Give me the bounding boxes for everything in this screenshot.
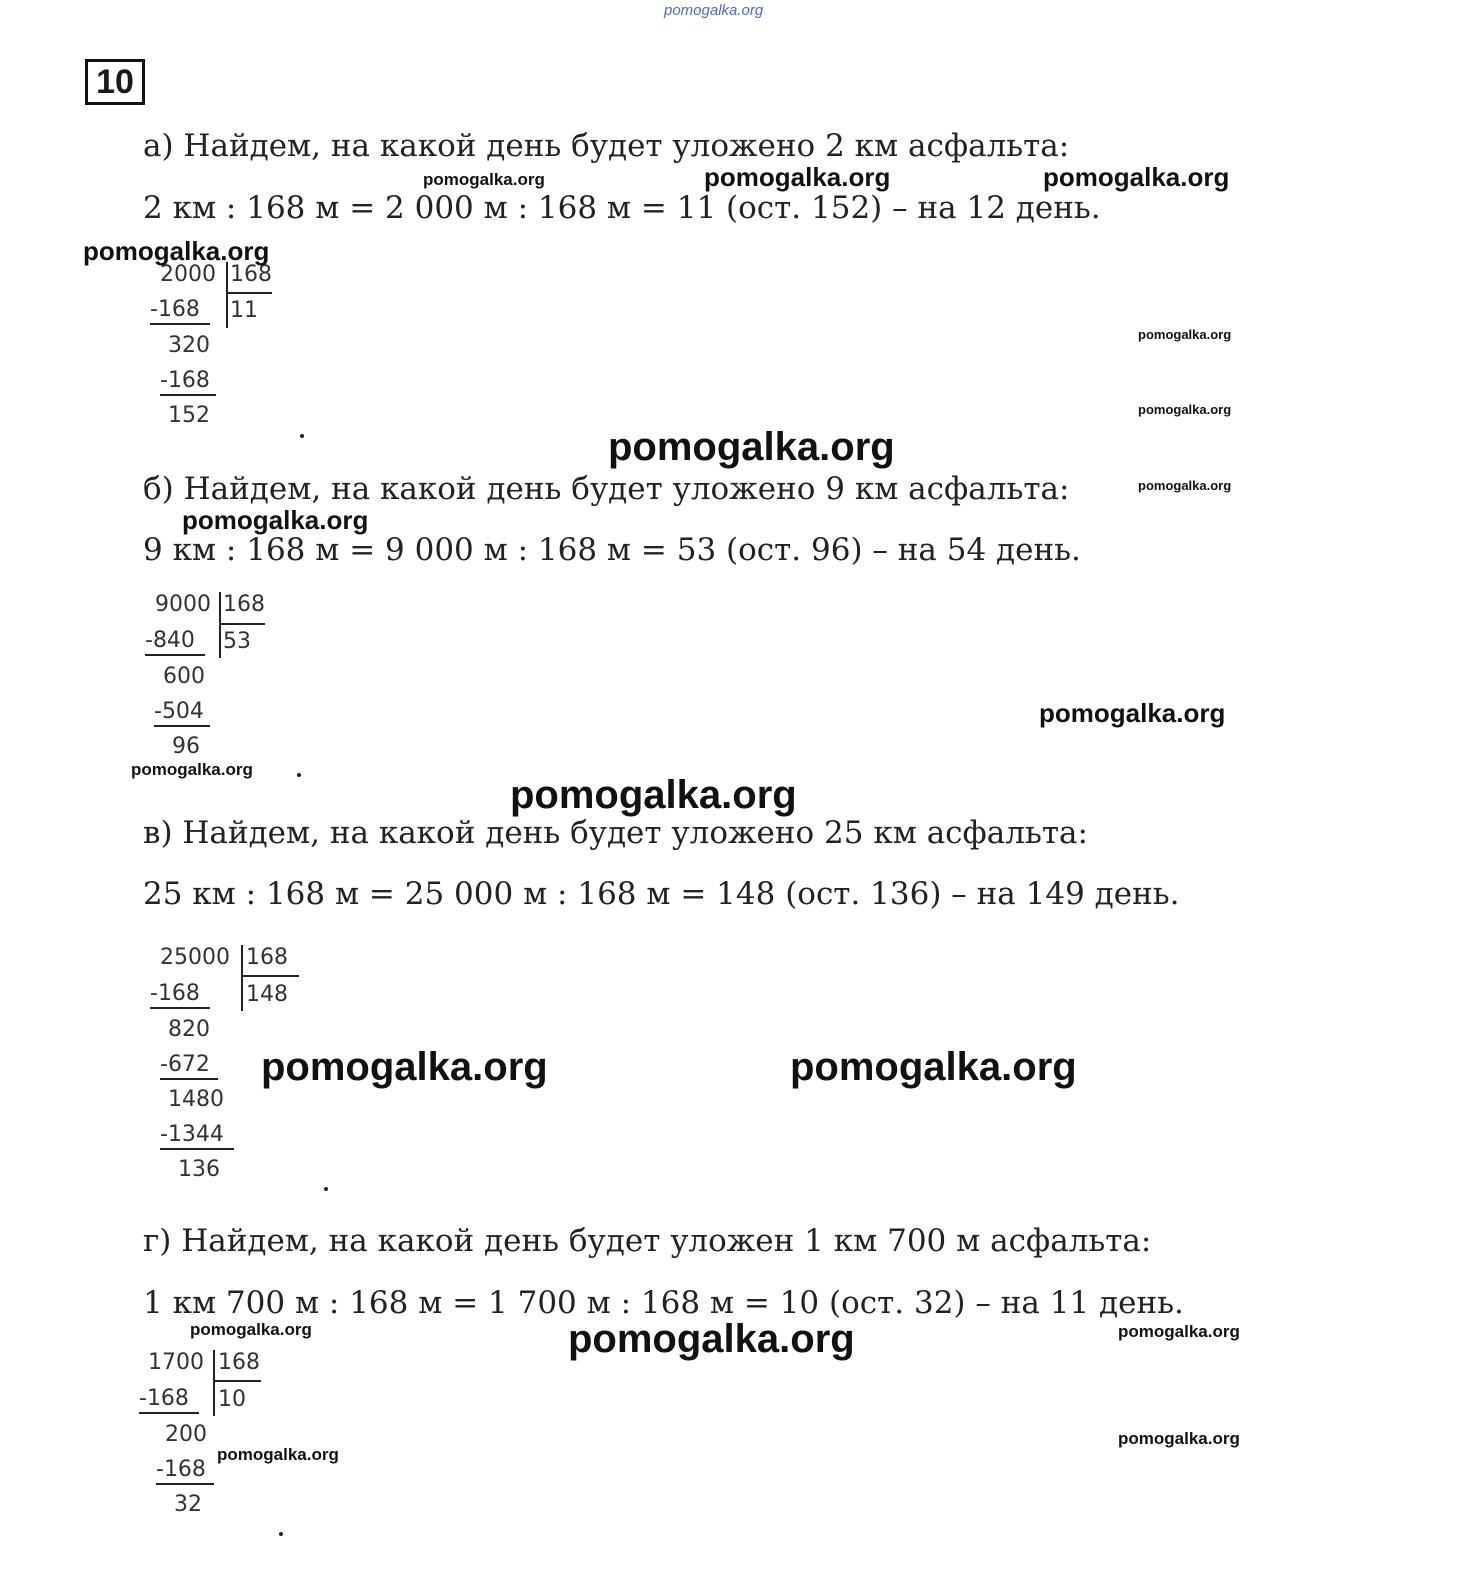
part-a-heading: а) Найдем, на какой день будет уложено 2 км асфальта: — [143, 128, 1070, 164]
dividend: 1700 — [148, 1350, 204, 1375]
divisor: 168 — [223, 592, 265, 617]
division-step: -168 — [156, 1457, 206, 1482]
watermark: pomogalka.org — [510, 773, 797, 817]
divisor: 168 — [230, 262, 272, 287]
division-step: 600 — [163, 664, 205, 689]
part-a-equation: 2 км : 168 м = 2 000 м : 168 м = 11 (ост. 152) – на 12 день. — [143, 190, 1101, 226]
watermark: pomogalka.org — [1138, 478, 1232, 493]
watermark: pomogalka.org — [568, 1317, 855, 1361]
part-c-heading: в) Найдем, на какой день будет уложено 25 км асфальта: — [143, 815, 1088, 851]
part-d-heading: г) Найдем, на какой день будет уложен 1 км 700 м асфальта: — [143, 1223, 1152, 1259]
division-step: -504 — [154, 699, 204, 724]
watermark: pomogalka.org — [261, 1045, 548, 1089]
division-step: -168 — [150, 297, 200, 322]
watermark: pomogalka.org — [131, 760, 253, 779]
part-b-heading: б) Найдем, на какой день будет уложено 9 км асфальта: — [143, 471, 1070, 507]
division-step: 96 — [172, 734, 200, 759]
task-number: 10 — [85, 59, 145, 105]
division-step: 1480 — [168, 1087, 224, 1112]
watermark: pomogalka.org — [182, 505, 369, 535]
watermark: pomogalka.org — [790, 1045, 1077, 1089]
watermark: pomogalka.org — [190, 1320, 312, 1339]
quotient: 11 — [230, 298, 258, 323]
division-step: -168 — [150, 981, 200, 1006]
watermark: pomogalka.org — [83, 236, 270, 266]
watermark: pomogalka.org — [1118, 1429, 1240, 1448]
division-step: -840 — [145, 628, 195, 653]
division-step: 152 — [168, 403, 210, 428]
part-c-equation: 25 км : 168 м = 25 000 м : 168 м = 148 (ост. 136) – на 149 день. — [143, 876, 1180, 912]
division-step: 320 — [168, 333, 210, 358]
watermark: pomogalka.org — [1138, 327, 1232, 342]
division-step: -672 — [160, 1052, 210, 1077]
watermark: pomogalka.org — [1118, 1322, 1240, 1341]
watermark: pomogalka.org — [1039, 698, 1226, 728]
part-d-equation: 1 км 700 м : 168 м = 1 700 м : 168 м = 10 (ост. 32) – на 11 день. — [143, 1285, 1184, 1321]
part-b-equation: 9 км : 168 м = 9 000 м : 168 м = 53 (ост. 96) – на 54 день. — [143, 532, 1081, 568]
division-step: 136 — [178, 1157, 220, 1182]
watermark: pomogalka.org — [217, 1445, 339, 1464]
dividend: 9000 — [155, 592, 211, 617]
quotient: 10 — [218, 1387, 246, 1412]
quotient: 53 — [223, 629, 251, 654]
division-step: 820 — [168, 1017, 210, 1042]
watermark-top: pomogalka.org — [664, 2, 764, 19]
watermark: pomogalka.org — [1138, 402, 1232, 417]
division-step: -1344 — [160, 1122, 224, 1147]
division-step: 32 — [174, 1492, 202, 1517]
divisor: 168 — [246, 945, 288, 970]
watermark: pomogalka.org — [1043, 162, 1230, 192]
division-step: 200 — [165, 1422, 207, 1447]
watermark: pomogalka.org — [704, 162, 891, 192]
dividend: 25000 — [160, 945, 230, 970]
divisor: 168 — [218, 1350, 260, 1375]
watermark: pomogalka.org — [608, 425, 895, 469]
division-step: -168 — [160, 368, 210, 393]
dividend: 2000 — [160, 262, 216, 287]
watermark: pomogalka.org — [423, 170, 545, 189]
quotient: 148 — [246, 982, 288, 1007]
division-step: -168 — [139, 1386, 189, 1411]
